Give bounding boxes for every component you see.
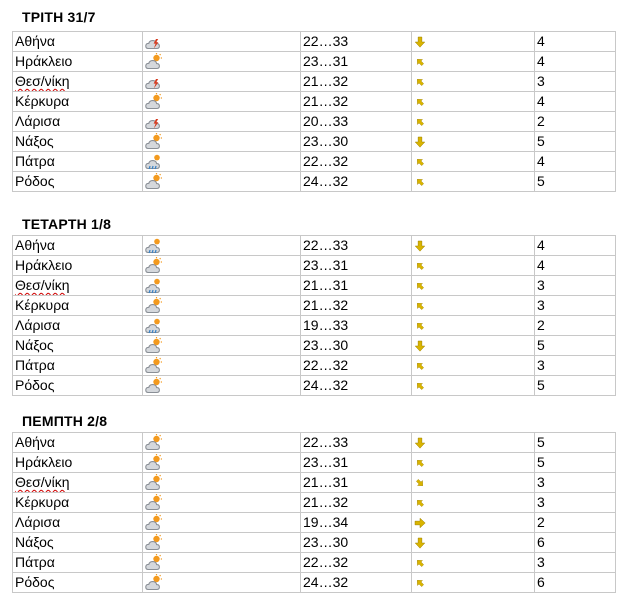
sun-cloud-icon [145,534,300,551]
wind-force: 5 [537,337,545,353]
sun-cloud-icon [145,454,300,471]
wind-northwest-arrow-icon [414,76,534,88]
rain-cloud-icon [145,317,300,334]
wind-force: 6 [537,574,545,590]
wind-northwest-arrow-icon [414,497,534,509]
table-row [13,513,616,533]
wind-east-arrow-icon [414,517,534,529]
wind-northwest-arrow-icon [414,116,534,128]
sun-cloud-icon [145,377,300,394]
table-row [13,533,616,553]
temperature-range: 19…34 [303,514,349,530]
sun-cloud-icon [145,574,300,591]
wind-northwest-arrow-icon [414,577,534,589]
wind-force: 3 [537,554,545,570]
temperature-range: 22…32 [303,153,349,169]
wind-force: 5 [537,434,545,450]
table-row [13,493,616,513]
wind-force: 4 [537,153,545,169]
wind-force: 2 [537,514,545,530]
wind-force: 5 [537,173,545,189]
sun-cloud-icon [145,514,300,531]
wind-force: 4 [537,237,545,253]
sun-cloud-icon [145,297,300,314]
wind-northwest-arrow-icon [414,96,534,108]
wind-force: 4 [537,33,545,49]
forecast-table [12,235,616,396]
table-row [13,72,616,92]
wind-force: 5 [537,133,545,149]
forecast-table [12,432,616,593]
temperature-range: 24…32 [303,173,349,189]
temperature-range: 23…30 [303,534,349,550]
storm-cloud-icon [145,113,300,130]
temperature-range: 23…31 [303,257,349,273]
temperature-range: 24…32 [303,377,349,393]
sun-cloud-icon [145,434,300,451]
city-name: Νάξος [15,133,54,149]
temperature-range: 22…33 [303,237,349,253]
city-name: Λάρισα [15,317,61,333]
wind-northwest-arrow-icon [414,557,534,569]
city-name: Ηράκλειο [15,53,73,69]
temperature-range: 19…33 [303,317,349,333]
wind-force: 3 [537,494,545,510]
table-row [13,376,616,396]
wind-force: 3 [537,474,545,490]
table-row [13,52,616,72]
table-row [13,473,616,493]
wind-force: 3 [537,277,545,293]
wind-northwest-arrow-icon [414,260,534,272]
city-name: Κέρκυρα [15,297,70,313]
city-name: Κέρκυρα [15,494,70,510]
city-name: Πάτρα [15,153,55,169]
temperature-range: 23…30 [303,337,349,353]
temperature-range: 23…30 [303,133,349,149]
table-row [13,553,616,573]
sun-cloud-icon [145,494,300,511]
temperature-range: 21…31 [303,277,349,293]
temperature-range: 23…31 [303,454,349,470]
sun-cloud-icon [145,357,300,374]
storm-cloud-icon [145,33,300,50]
temperature-range: 23…31 [303,53,349,69]
sun-cloud-icon [145,93,300,110]
wind-northwest-arrow-icon [414,360,534,372]
city-name: Αθήνα [15,237,56,253]
wind-south-arrow-icon [414,240,534,252]
temperature-range: 21…32 [303,494,349,510]
sun-cloud-icon [145,53,300,70]
wind-south-arrow-icon [414,136,534,148]
temperature-range: 22…33 [303,33,349,49]
city-name: Πάτρα [15,357,55,373]
table-row [13,152,616,172]
table-row [13,336,616,356]
wind-south-arrow-icon [414,36,534,48]
wind-northwest-arrow-icon [414,176,534,188]
wind-northwest-arrow-icon [414,300,534,312]
city-name: Θεσ/νίκη [15,277,70,293]
wind-south-arrow-icon [414,537,534,549]
city-name: Θεσ/νίκη [15,474,70,490]
temperature-range: 21…32 [303,297,349,313]
wind-northwest-arrow-icon [414,320,534,332]
wind-south-arrow-icon [414,340,534,352]
wind-northwest-arrow-icon [414,380,534,392]
wind-force: 2 [537,317,545,333]
temperature-range: 21…32 [303,93,349,109]
temperature-range: 22…32 [303,554,349,570]
table-row [13,132,616,152]
wind-northwest-arrow-icon [414,280,534,292]
wind-force: 6 [537,534,545,550]
city-name: Πάτρα [15,554,55,570]
rain-cloud-icon [145,153,300,170]
city-name: Ηράκλειο [15,257,73,273]
wind-force: 2 [537,113,545,129]
city-name: Αθήνα [15,33,56,49]
table-row [13,453,616,473]
table-row [13,573,616,593]
city-name: Ρόδος [15,173,55,189]
city-name: Λάρισα [15,113,61,129]
wind-northwest-arrow-icon [414,56,534,68]
sun-cloud-icon [145,474,300,491]
city-name: Ρόδος [15,574,55,590]
city-name: Αθήνα [15,434,56,450]
temperature-range: 22…32 [303,357,349,373]
table-row [13,296,616,316]
rain-cloud-icon [145,237,300,254]
wind-force: 4 [537,257,545,273]
wind-northwest-arrow-icon [414,457,534,469]
table-row [13,32,616,52]
temperature-range: 21…32 [303,73,349,89]
temperature-range: 22…33 [303,434,349,450]
wind-force: 4 [537,53,545,69]
sun-cloud-icon [145,133,300,150]
temperature-range: 20…33 [303,113,349,129]
wind-southeast-arrow-icon [414,477,534,489]
wind-northwest-arrow-icon [414,156,534,168]
table-row [13,256,616,276]
sun-cloud-icon [145,337,300,354]
temperature-range: 24…32 [303,574,349,590]
table-row [13,112,616,132]
day-title: ΤΕΤΑΡΤΗ 1/8 [22,216,112,232]
city-name: Θεσ/νίκη [15,73,70,89]
wind-south-arrow-icon [414,437,534,449]
day-title: ΤΡΙΤΗ 31/7 [22,9,96,25]
storm-cloud-icon [145,73,300,90]
forecast-table [12,31,616,192]
day-title: ΠΕΜΠΤΗ 2/8 [22,413,108,429]
wind-force: 3 [537,357,545,373]
city-name: Κέρκυρα [15,93,70,109]
table-row [13,433,616,453]
table-row [13,356,616,376]
sun-cloud-icon [145,554,300,571]
wind-force: 5 [537,377,545,393]
city-name: Ρόδος [15,377,55,393]
city-name: Νάξος [15,337,54,353]
table-row [13,172,616,192]
wind-force: 5 [537,454,545,470]
wind-force: 3 [537,73,545,89]
table-row [13,276,616,296]
sun-cloud-icon [145,173,300,190]
city-name: Λάρισα [15,514,61,530]
rain-cloud-icon [145,277,300,294]
table-row [13,236,616,256]
table-row [13,316,616,336]
wind-force: 4 [537,93,545,109]
temperature-range: 21…31 [303,474,349,490]
city-name: Νάξος [15,534,54,550]
wind-force: 3 [537,297,545,313]
city-name: Ηράκλειο [15,454,73,470]
table-row [13,92,616,112]
sun-cloud-icon [145,257,300,274]
